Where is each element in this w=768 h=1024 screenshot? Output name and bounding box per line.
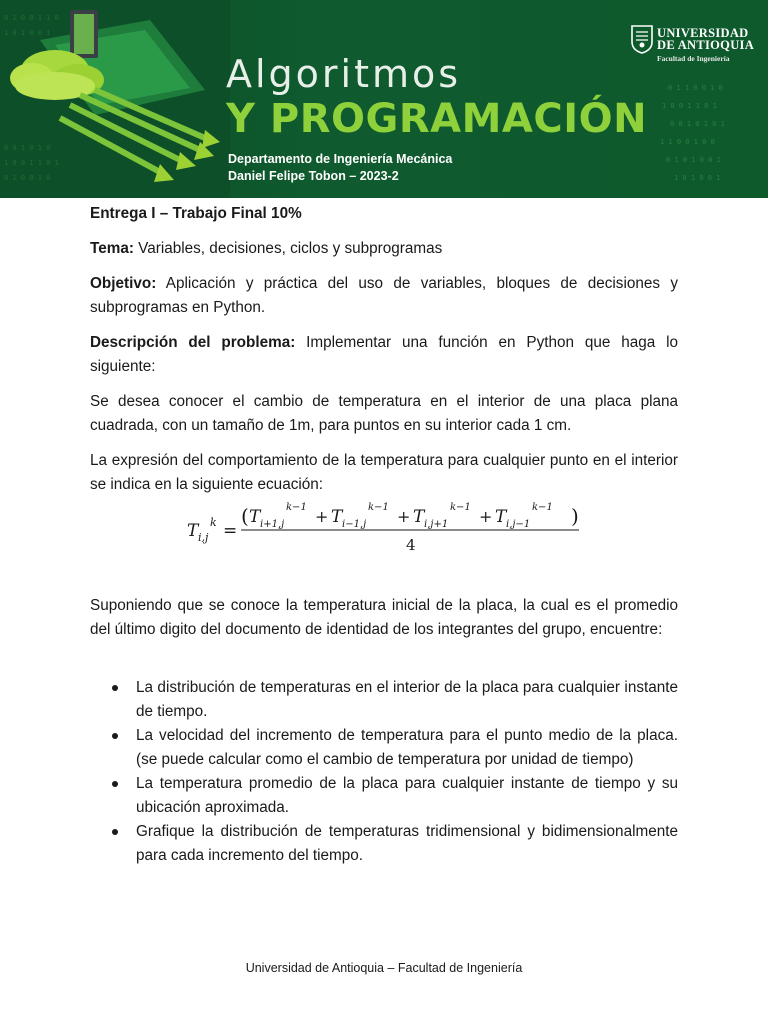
equation-term-sup: k−1	[286, 502, 307, 513]
equation-lhs: T	[187, 521, 199, 541]
svg-text:1 1 0 0 1 0 0: 1 1 0 0 1 0 0	[660, 138, 715, 146]
list-item: La distribución de temperaturas en el interior de la placa para cualquier instante de tiempo.	[112, 676, 678, 724]
tema-label: Tema:	[90, 240, 134, 257]
svg-text:0 1 0 0 1 1 0: 0 1 0 0 1 1 0	[4, 14, 59, 22]
temperature-equation	[185, 498, 585, 560]
bullet-icon	[112, 733, 118, 739]
bullet-icon	[112, 781, 118, 787]
svg-text:0 1 1 0 0 1 0: 0 1 1 0 0 1 0	[668, 84, 723, 92]
equation-term: T	[249, 507, 261, 527]
objetivo-text: Aplicación y práctica del uso de variables, bloques de decisiones y subprogramas en Python.	[90, 275, 678, 316]
department-name: Departamento de Ingeniería Mecánica	[228, 152, 453, 166]
equation-lhs-sup: k	[210, 516, 217, 529]
university-logo	[630, 24, 760, 64]
objetivo-label: Objetivo:	[90, 275, 157, 292]
svg-text:1 0 0 1 1 0 1: 1 0 0 1 1 0 1	[662, 102, 717, 110]
equation-term-sub: i−1,j	[342, 519, 367, 530]
equation-term-sup: k−1	[368, 502, 389, 513]
svg-text:0 1 0 0 1 0: 0 1 0 0 1 0	[4, 174, 51, 182]
cloud-computing-illustration	[0, 0, 230, 198]
logo-line1: UNIVERSIDAD	[657, 26, 749, 40]
objetivo-paragraph	[90, 272, 678, 320]
svg-text:0 1 0 1 0 0 1: 0 1 0 1 0 0 1	[666, 156, 721, 164]
svg-text:0 0 1 0 1 0: 0 0 1 0 1 0	[4, 144, 51, 152]
equation-lhs-sub: i,j	[198, 531, 209, 544]
list-item: Grafique la distribución de temperaturas tridimensional y bidimensionalmente para cada incremento del tiempo.	[112, 820, 678, 868]
svg-text:1 0 0 1 1 0 1: 1 0 0 1 1 0 1	[4, 159, 59, 167]
equation-term-sup: k−1	[532, 502, 553, 513]
equation-term: T	[495, 507, 507, 527]
task-list	[112, 676, 678, 868]
logo-faculty: Facultad de Ingeniería	[657, 54, 730, 63]
author-term: Daniel Felipe Tobon – 2023-2	[228, 169, 399, 183]
problem-paragraph-3: Suponiendo que se conoce la temperatura inicial de la placa, la cual es el promedio del último digito del documento de identidad de los integrantes del grupo, encuentre:	[90, 597, 678, 638]
list-item: La temperatura promedio de la placa para cualquier instante de tiempo y su ubicación aproximada.	[112, 772, 678, 820]
list-item: La velocidad del incremento de temperatura para el punto medio de la placa. (se puede calcular como el cambio de temperatura por unidad de tiempo)	[112, 724, 678, 772]
equation-term-sup: k−1	[450, 502, 471, 513]
close-paren: )	[571, 504, 579, 528]
assignment-heading: Entrega I – Trabajo Final 10%	[90, 205, 302, 222]
problem-paragraph-1: Se desea conocer el cambio de temperatura en el interior de una placa plana cuadrada, con un tamaño de 1m, para puntos en su interior cada 1 cm.	[90, 393, 678, 434]
document-body-2	[90, 594, 678, 653]
equation-term-sub: i,j−1	[506, 519, 531, 530]
plus-sign: +	[315, 507, 329, 526]
equation-term-sub: i+1,j	[260, 519, 285, 530]
equation-denominator: 4	[406, 536, 416, 554]
open-paren: (	[241, 504, 249, 528]
logo-line2: DE ANTIOQUIA	[657, 38, 755, 52]
equation-terms	[249, 502, 553, 530]
descripcion-text: Implementar una función en Python que haga lo siguiente:	[90, 334, 678, 375]
document-body	[90, 202, 678, 508]
page-footer: Universidad de Antioquia – Facultad de Ingeniería	[245, 961, 523, 975]
descripcion-paragraph	[90, 331, 678, 379]
plus-sign: +	[479, 507, 493, 526]
course-subtitle: Y PROGRAMACIÓN	[226, 96, 648, 142]
descripcion-label: Descripción del problema:	[90, 334, 296, 351]
tema-text: Variables, decisiones, ciclos y subprogramas	[133, 240, 443, 257]
equation-term: T	[413, 507, 425, 527]
header-banner	[0, 0, 768, 198]
binary-pattern-decoration	[658, 70, 768, 190]
plus-sign: +	[397, 507, 411, 526]
equation-term: T	[331, 507, 343, 527]
university-seal-icon	[630, 24, 654, 54]
svg-text:1 0 1 0 0 1: 1 0 1 0 0 1	[674, 174, 721, 182]
equation-term-sub: i,j+1	[424, 519, 449, 530]
department-info	[228, 151, 452, 185]
bullet-icon	[112, 829, 118, 835]
svg-text:0 0 1 0 1 0 1: 0 0 1 0 1 0 1	[670, 120, 725, 128]
equals-sign: =	[223, 521, 238, 541]
problem-paragraph-2: La expresión del comportamiento de la temperatura para cualquier punto en el interior se indica en la siguiente ecuación:	[90, 452, 678, 493]
bullet-icon	[112, 685, 118, 691]
course-title: Algoritmos	[226, 52, 462, 96]
svg-text:1 0 1 0 0 1: 1 0 1 0 0 1	[4, 29, 51, 37]
tema-paragraph	[90, 237, 678, 261]
